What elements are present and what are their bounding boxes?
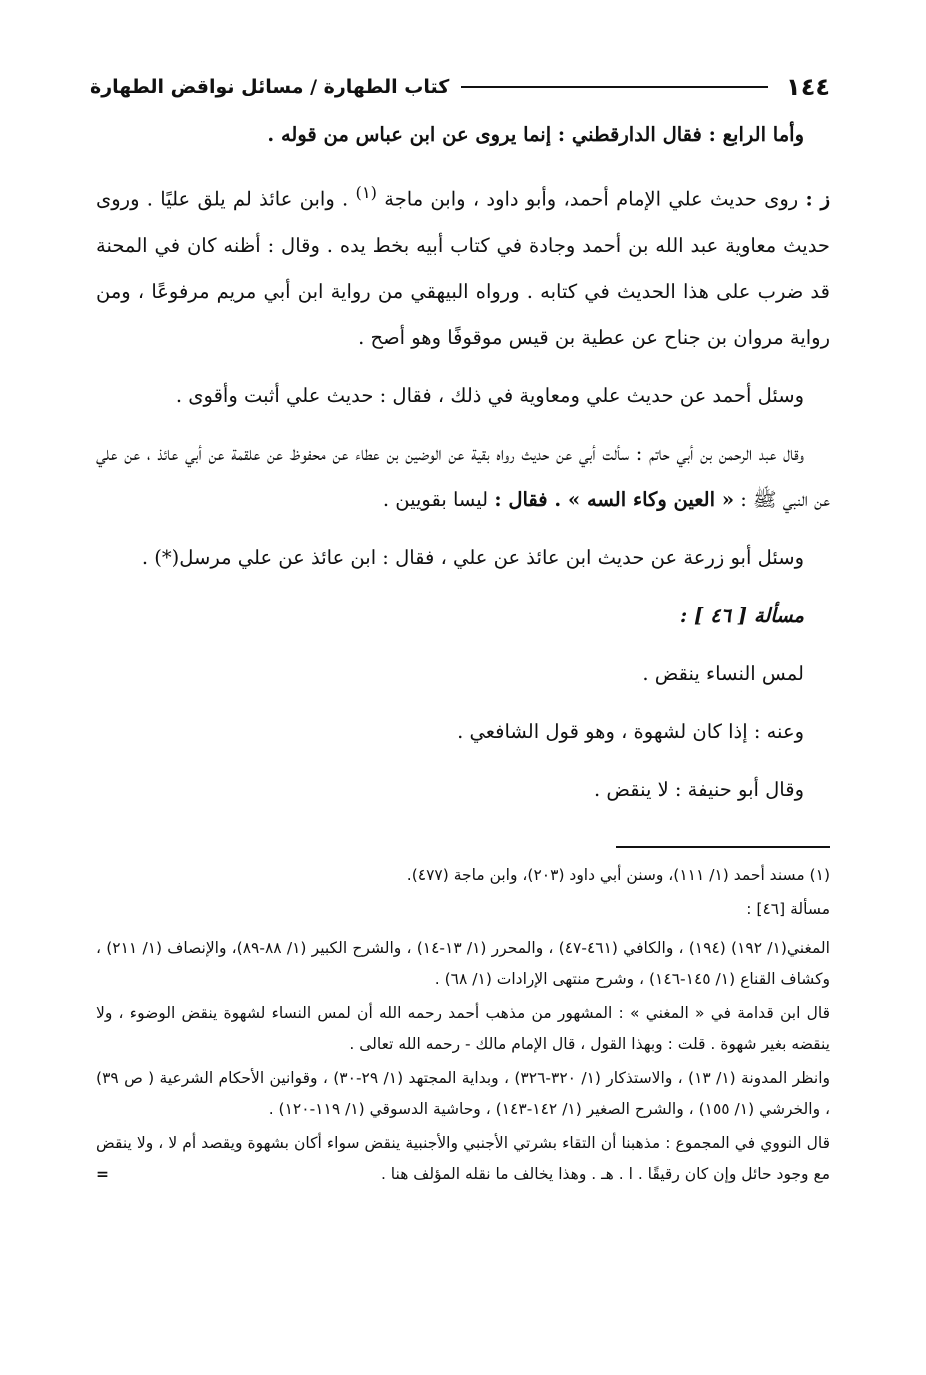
- zay-marker: ز :: [805, 187, 831, 211]
- masala-heading: مسألة [ ٤٦ ] :: [680, 603, 804, 627]
- paragraph-zay: [96, 170, 830, 361]
- main-text: [96, 112, 830, 825]
- paragraph-abi-hatim-text-a: وقال عبد الرحمن بن أبي حاتم : سألت أبي عن حديث رواه بقية عن الوضين بن عطاء عن محفوظ عن علقمة عن أبي عائذ ، عن علي عن النبي ﷺ :: [96, 441, 830, 511]
- hadith-quote: « العين وكاء السه » . فقال :: [494, 487, 735, 511]
- footnote-nawawi-text: قال النووي في المجموع : مذهبنا أن التقاء بشرتي الأجنبي والأجنبية ينقض سواء أكان بشهوة ويقصد أم لا ، ولا ينقض مع وجود حائل وإن كان رقيقًا . ا . هـ . وهذا يخالف ما نقله المؤلف هنا .: [96, 1134, 830, 1183]
- paragraph-abu-zura: وسئل أبو زرعة عن حديث ابن عائذ عن علي ، فقال : ابن عائذ عن علي مرسل(*) .: [141, 545, 804, 569]
- header-rule: [461, 86, 768, 88]
- masala-line-2: وعنه : إذا كان لشهوة ، وهو قول الشافعي .: [457, 719, 804, 743]
- footnote-ref-1: (١): [355, 183, 377, 202]
- page-number: ١٤٤: [786, 73, 830, 101]
- running-title: كتاب الطهارة / مسائل نواقض الطهارة: [90, 76, 450, 98]
- paragraph-fourth: وأما الرابع : فقال الدارقطني : إنما يروى عن ابن عباس من قوله .: [267, 123, 804, 146]
- page-header: [90, 70, 830, 104]
- footnote-1: (١) مسند أحمد (١/ ١١١)، وسنن أبي داود (٢٠٣)، وابن ماجة (٤٧٧).: [406, 866, 830, 884]
- footnote-sources-hanbali: المغني(١/ ١٩٢) (١٩٤) ، والكافي (٤٦١-٤٧) ، والمحرر (١/ ١٣-١٤) ، والشرح الكبير (١/ ٨٨-٨٩)، والإنصاف (١/ ٢١١) ، وكشاف القناع (١/ ١٤٥-١٤٦) ، وشرح منتهى الإرادات (١/ ٦٨) .: [96, 939, 830, 988]
- masala-line-3: وقال أبو حنيفة : لا ينقض .: [593, 777, 804, 801]
- footnote-sources-maliki: وانظر المدونة (١/ ١٣) ، والاستذكار (١/ ٣٢٠-٣٢٦) ، وبداية المجتهد (١/ ٢٩-٣٠) ، وقوانين الأحكام الشرعية ( ص ٣٩) ، والخرشي (١/ ١٥٥) ، والشرح الصغير (١/ ١٤٢-١٤٣) ، وحاشية الدسوقي (١/ ١١٩-١٢٠) .: [96, 1069, 830, 1118]
- paragraph-zay-text-b: . وابن عائذ لم يلق عليًا . وروى حديث معاوية عبد الله بن أحمد وجادة في كتاب أبيه بخط يده . وقال : أظنه كان في المحنة قد ضرب على هذا الحديث في كتابه . ورواه البيهقي من رواية ابن أبي مريم مرفوعًا ، ومن رواية مروان بن جناح عن عطية بن قيس موقوفًا وهو أصح .: [96, 187, 830, 349]
- paragraph-abi-hatim: [96, 431, 830, 523]
- footnotes: [96, 860, 830, 1193]
- masala-line-1: لمس النساء ينقض .: [642, 661, 804, 685]
- continuation-mark: =: [96, 1165, 109, 1183]
- paragraph-ahmad: وسئل أحمد عن حديث علي ومعاوية في ذلك ، فقال : حديث علي أثبت وأقوى .: [175, 383, 804, 407]
- paragraph-zay-text-a: روى حديث علي الإمام أحمد، وأبو داود ، وابن ماجة: [384, 187, 799, 211]
- footnote-separator: [616, 846, 830, 848]
- footnote-ibn-qudama: قال ابن قدامة في « المغني » : المشهور من مذهب أحمد رحمه الله أن لمس النساء لشهوة ينقض الوضوء ، ولا ينقضه بغير شهوة . قلت : وبهذا القول ، قال الإمام مالك - رحمه الله تعالى .: [96, 1004, 830, 1053]
- paragraph-abi-hatim-text-b: ليسا بقويين .: [382, 487, 489, 511]
- footnote-masala-ref: مسألة [٤٦] :: [746, 900, 830, 918]
- footnote-nawawi: [96, 1128, 830, 1190]
